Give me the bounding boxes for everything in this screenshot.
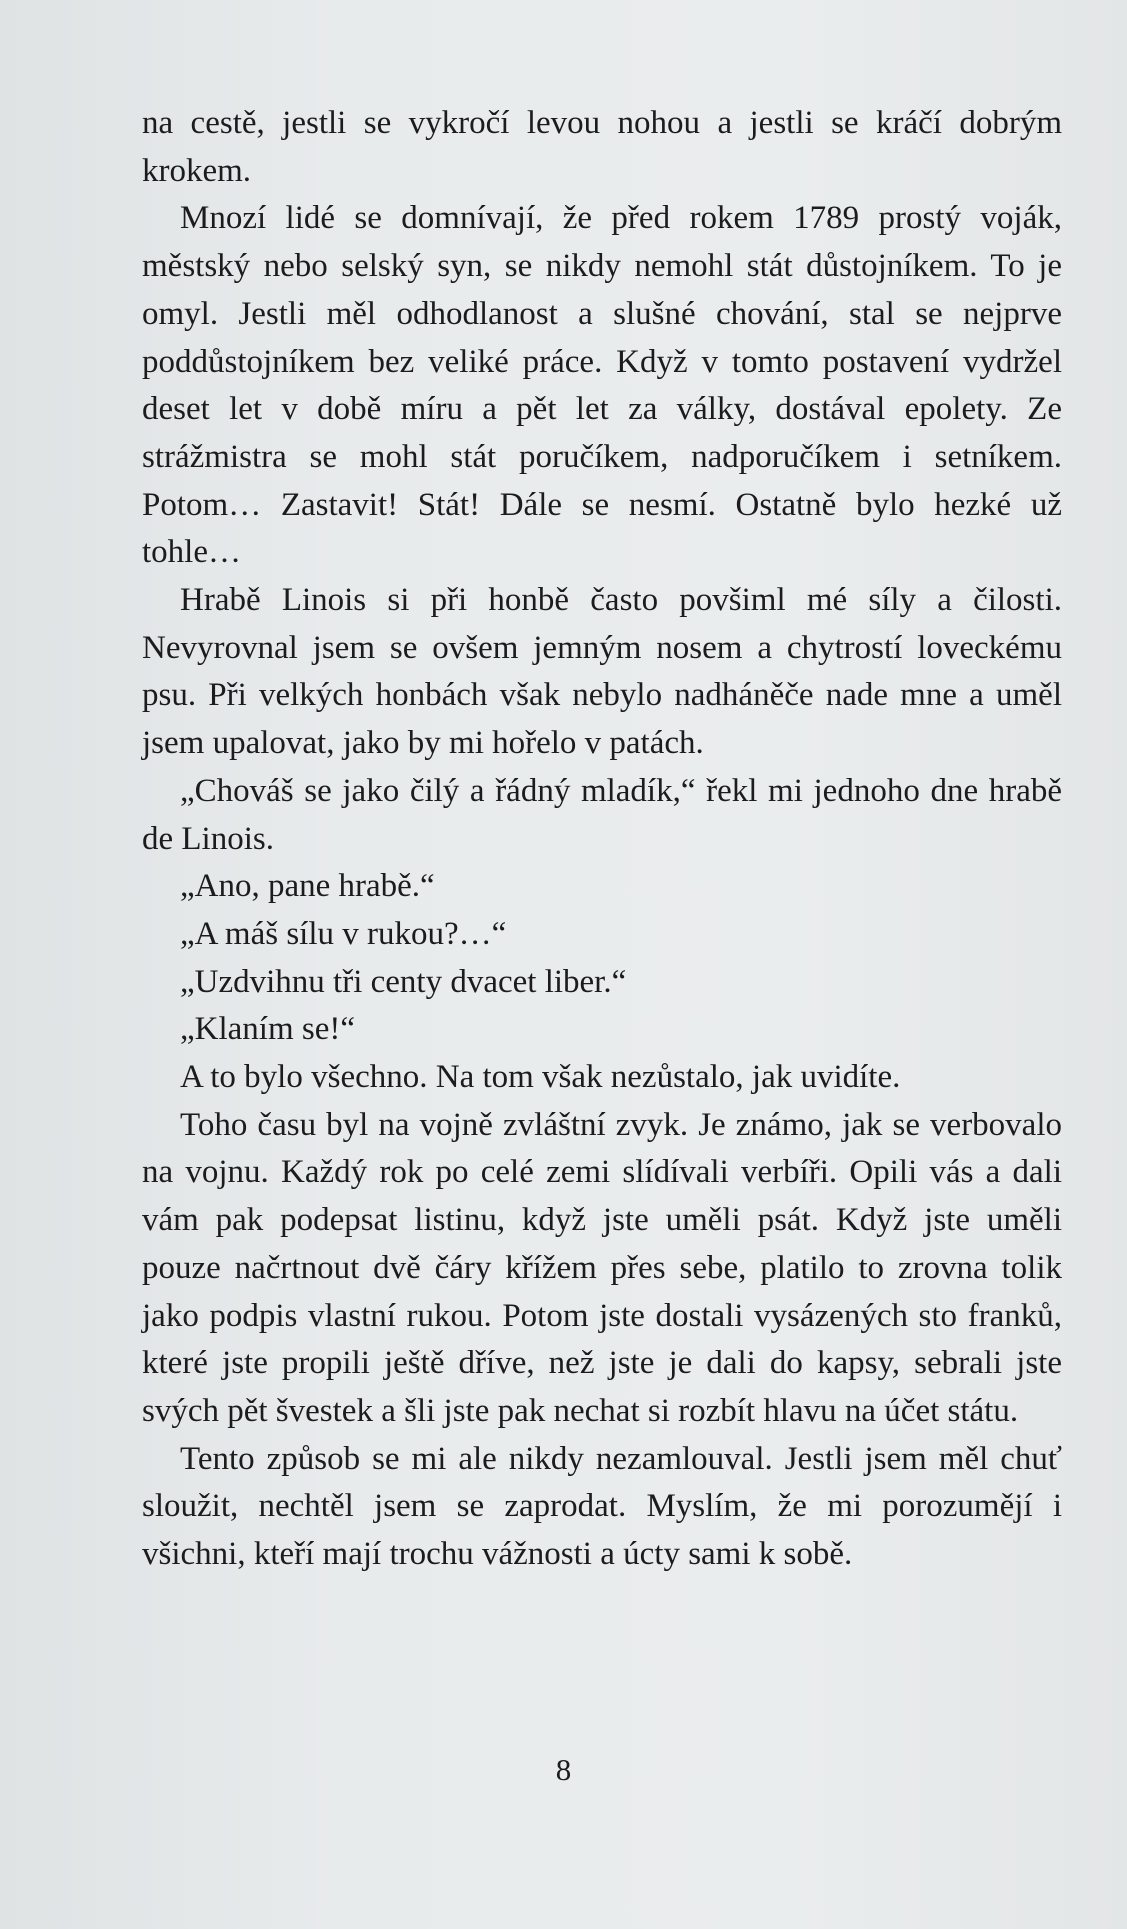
dialogue-line: „Uzdvihnu tři centy dvacet liber.“ [180,963,627,1000]
paragraph: A to bylo všechno. Na tom však nezůstalo, jak uvidíte. [180,1059,901,1096]
paragraph: Tento způsob se mi ale nikdy nezamlouval. Jestli jsem měl chuť sloužit, nechtěl jsem se zaprodat. Myslím, že mi porozumějí i všichni, kteří mají trochu vážnosti a úcty sami k sobě. [142,1440,1062,1573]
paragraph: Toho času byl na vojně zvláštní zvyk. Je známo, jak se verbovalo na vojnu. Každý rok po celé zemi slídívali verbíři. Opili vás a dali vám pak podepsat listinu, když jste uměli psát. Když jste uměli pouze načrtnout dvě čáry křížem přes sebe, platilo to zrovna tolik jako podpis vlastní rukou. Potom jste dostali vysázených sto franků, které jste propili ještě dříve, než jste je dali do kapsy, sebrali jste svých pět švestek a šli jste pak nechat si rozbít hlavu na účet státu. [142,1106,1062,1429]
dialogue-line: „Klaním se!“ [180,1011,356,1048]
dialogue-line: „Ano, pane hrabě.“ [180,868,435,905]
paragraph-continuation: na cestě, jestli se vykročí levou nohou a jestli se kráčí dobrým krokem. [142,105,1062,189]
paragraph: Hrabě Linois si při honbě často povšiml mé síly a čilosti. Nevyrovnal jsem se ovšem jemným nosem a chytrostí loveckému psu. Při velkých honbách však nebylo nadháněče nade mne a uměl jsem upalovat, jako by mi hořelo v patách. [142,582,1062,762]
page-number: 8 [555,1752,572,1787]
page-body-text [142,100,1062,1579]
dialogue-line: „A máš sílu v rukou?…“ [180,915,507,952]
dialogue-line: „Chováš se jako čilý a řádný mladík,“ řekl mi jednoho dne hrabě de Linois. [142,772,1062,857]
paragraph: Mnozí lidé se domnívají, že před rokem 1789 prostý voják, městský nebo selský syn, se nikdy nemohl stát důstojníkem. To je omyl. Jestli měl odhodlanost a slušné chování, stal se nejprve poddůstojníkem bez veliké práce. Když v tomto postavení vydržel deset let v době míru a pět let za války, dostával epolety. Ze strážmistra se mohl stát poručíkem, nadporučíkem i setníkem. Potom… Zastavit! Stát! Dále se nesmí. Ostatně bylo hezké už tohle… [142,200,1062,571]
